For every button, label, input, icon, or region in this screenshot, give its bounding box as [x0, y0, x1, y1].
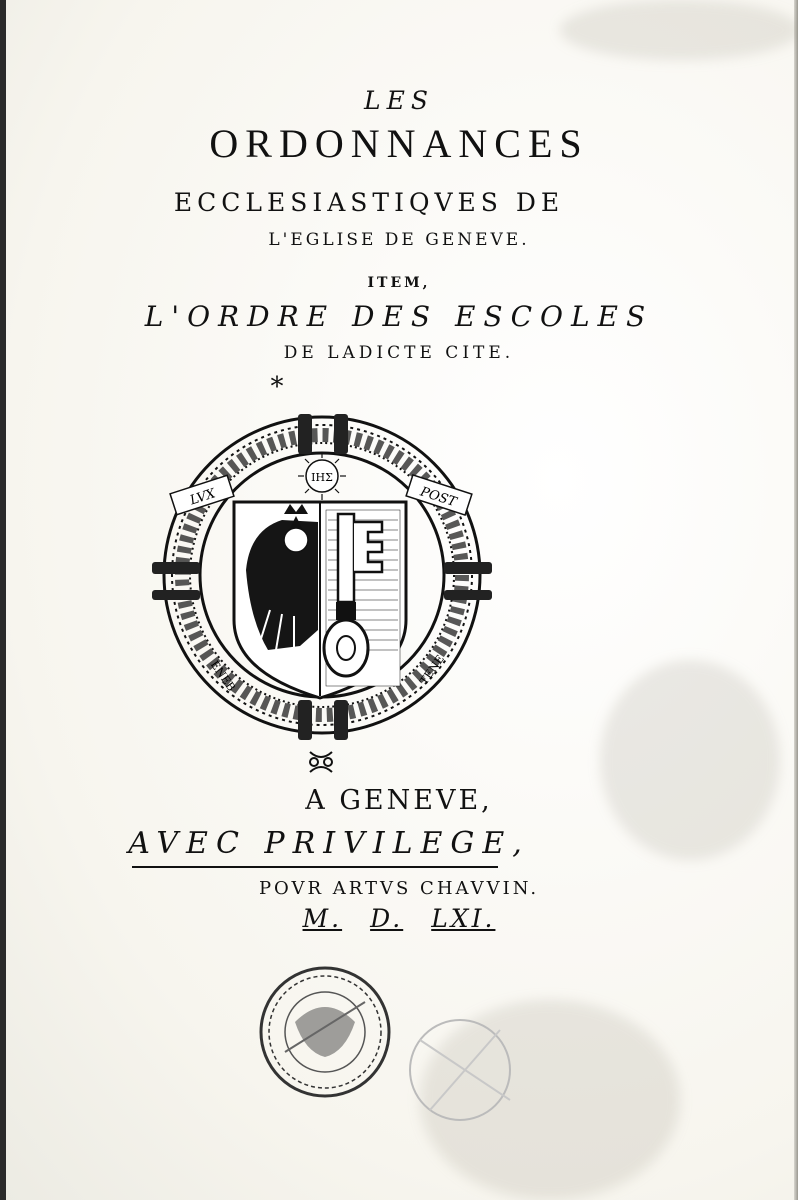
asterisk-ornament: * — [270, 372, 284, 402]
library-stamp — [255, 962, 395, 1102]
show-through-stamp-icon — [400, 1000, 530, 1130]
page-edge-right — [794, 0, 798, 1200]
sun-monogram-icon — [298, 452, 346, 500]
imprint-printer: POVR ARTVS CHAVVIN. — [258, 878, 540, 899]
geneva-arms-emblem — [150, 410, 500, 750]
title-line-ecclesiastiques: ECCLESIASTIQVES DE — [173, 188, 565, 217]
lower-left-text: ENEB — [207, 658, 238, 694]
date-part: M. — [302, 904, 343, 933]
title-line-ordre: L'ORDRE DES ESCOLES — [144, 300, 654, 333]
paper-stain — [560, 0, 798, 60]
key-icon — [324, 510, 400, 686]
monogram-text: IHΣ — [311, 471, 333, 484]
title-line-item: ITEM, — [367, 275, 431, 291]
date-part: D. — [370, 904, 404, 933]
page-edge-left — [0, 0, 6, 1200]
ribbon-left-text: LVX — [188, 486, 218, 509]
date-part: LXI. — [431, 904, 496, 933]
imprint-place: A GENEVE, — [305, 785, 493, 816]
title-line-ordonnances: ORDONNANCES — [209, 121, 589, 166]
title-line-cite: DE LADICTE CITE. — [283, 343, 515, 363]
imprint-privilege: AVEC PRIVILEGE, — [128, 826, 530, 861]
shield-icon — [234, 502, 406, 698]
title-line-eglise: L'EGLISE DE GENEVE. — [268, 230, 530, 250]
lower-right-text: TENE — [417, 652, 447, 688]
ribbon-right-text: POST — [418, 484, 459, 511]
fleuron-ornament-icon — [306, 748, 336, 776]
imprint-date — [0, 904, 798, 933]
divider-rule — [132, 866, 498, 868]
title-line-les: LES — [364, 86, 434, 115]
